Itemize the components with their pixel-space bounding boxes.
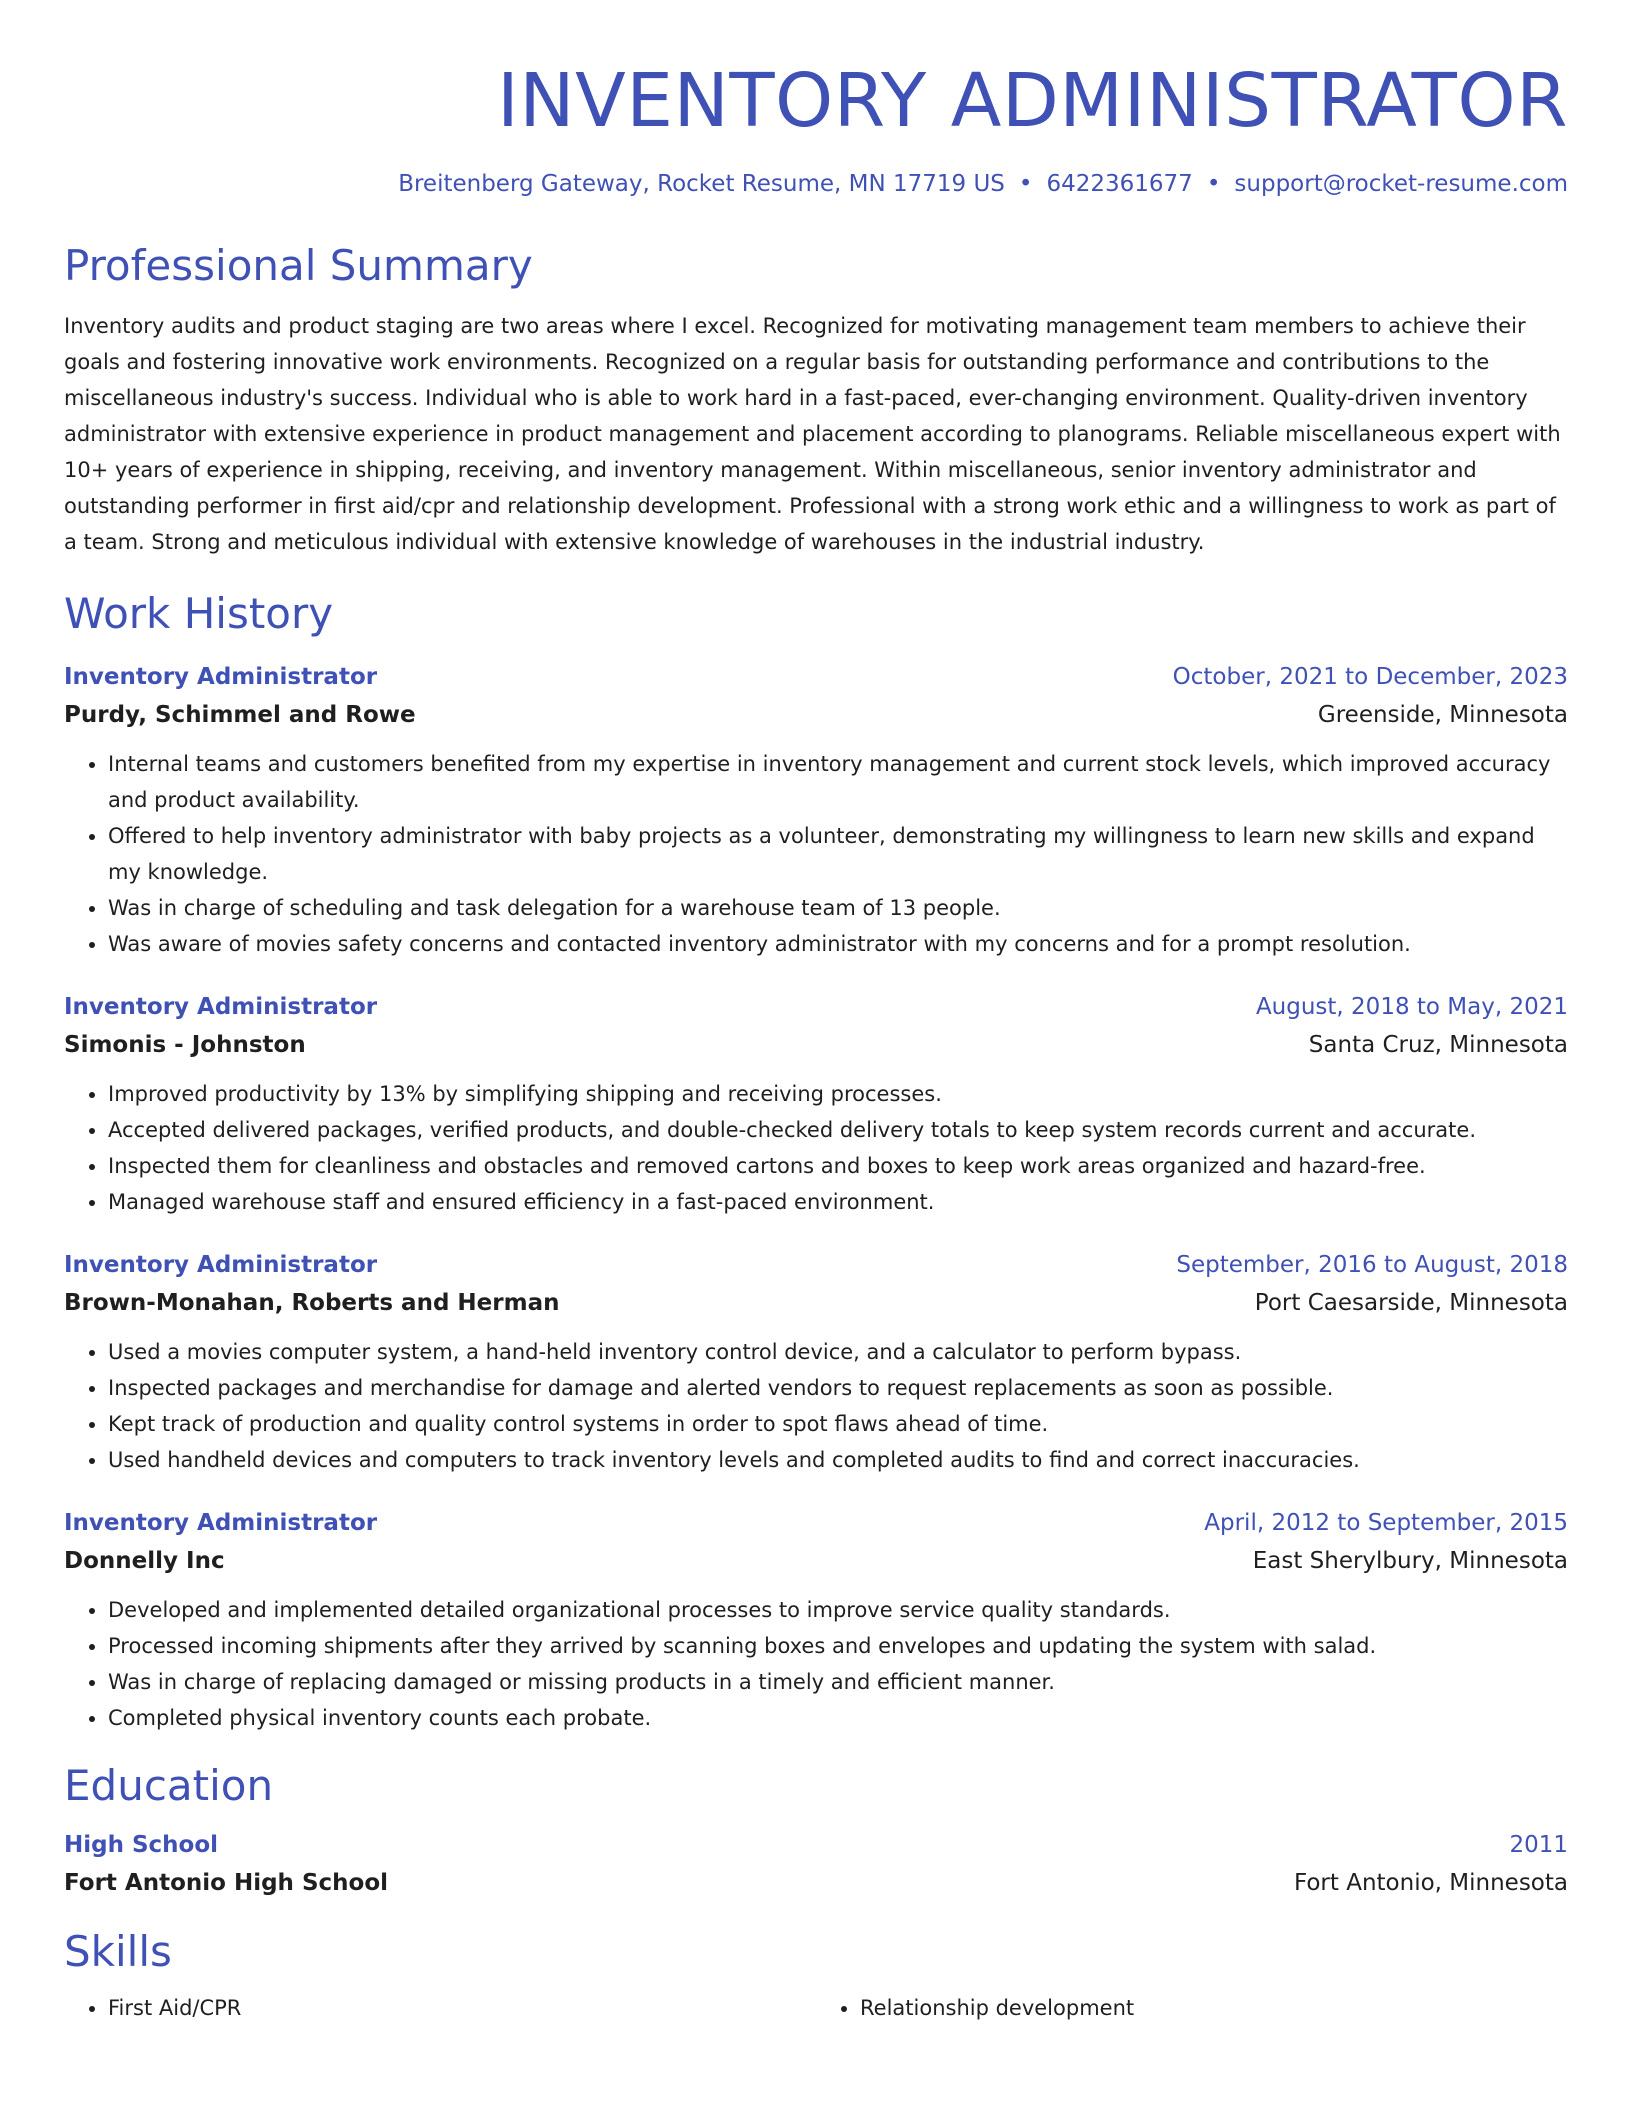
bullet-item: • Inspected packages and merchandise for damage and alerted vendors to request replacements as soon as possible.	[108, 1370, 1568, 1406]
employer: Donnelly Inc	[64, 1548, 225, 1574]
job-location: Port Caesarside, Minnesota	[1254, 1290, 1568, 1316]
separator-dot: •	[1018, 171, 1033, 197]
job-bullets	[64, 1076, 1568, 1220]
candidate-name: INVENTORY ADMINISTRATOR	[496, 58, 1568, 144]
employer: Simonis - Johnston	[64, 1032, 306, 1058]
phone: 6422361677	[1046, 171, 1193, 197]
separator-dot: •	[1206, 171, 1221, 197]
bullet-item: • Managed warehouse staff and ensured efficiency in a fast-paced environment.	[108, 1184, 1568, 1220]
education-entry	[64, 1826, 1568, 1902]
bullet-item: • Improved productivity by 13% by simplifying shipping and receiving processes.	[108, 1076, 1568, 1112]
bullet-item: • Accepted delivered packages, verified products, and double-checked delivery totals to keep system records current and accurate.	[108, 1112, 1568, 1148]
school-location: Fort Antonio, Minnesota	[1293, 1870, 1568, 1896]
skills-heading: Skills	[64, 1927, 172, 1976]
school-name: Fort Antonio High School	[64, 1870, 388, 1896]
job-entry	[64, 1246, 1568, 1478]
skill-item: • First Aid/CPR	[108, 1990, 816, 2026]
job-entry	[64, 658, 1568, 962]
email-link[interactable]: support@rocket-resume.com	[1234, 171, 1568, 197]
bullet-item: • Inspected them for cleanliness and obstacles and removed cartons and boxes to keep work areas organized and hazard-free.	[108, 1148, 1568, 1184]
bullet-item: • Used handheld devices and computers to track inventory levels and completed audits to find and correct inaccuracies.	[108, 1442, 1568, 1478]
skills-column-right	[816, 1990, 1568, 2026]
graduation-year: 2011	[1509, 1832, 1568, 1858]
job-dates: September, 2016 to August, 2018	[1176, 1252, 1568, 1278]
skills-column-left	[64, 1990, 816, 2026]
bullet-item: • Was in charge of replacing damaged or missing products in a timely and efficient manner.	[108, 1664, 1568, 1700]
bullet-item: • Internal teams and customers benefited from my expertise in inventory management and current stock levels, which improved accuracy and product availability.	[108, 746, 1568, 818]
job-title: Inventory Administrator	[64, 1252, 378, 1278]
job-location: East Sherylbury, Minnesota	[1252, 1548, 1568, 1574]
contact-line	[64, 168, 1568, 200]
job-location: Santa Cruz, Minnesota	[1308, 1032, 1568, 1058]
job-bullets	[64, 1334, 1568, 1478]
job-bullets	[64, 746, 1568, 962]
job-dates: August, 2018 to May, 2021	[1255, 994, 1568, 1020]
degree: High School	[64, 1832, 219, 1858]
job-title: Inventory Administrator	[64, 664, 378, 690]
work-history-heading: Work History	[64, 589, 334, 638]
bullet-item: • Kept track of production and quality control systems in order to spot flaws ahead of time.	[108, 1406, 1568, 1442]
education-heading: Education	[64, 1761, 274, 1810]
bullet-item: • Completed physical inventory counts each probate.	[108, 1700, 1568, 1736]
job-dates: April, 2012 to September, 2015	[1204, 1510, 1568, 1536]
employer: Brown-Monahan, Roberts and Herman	[64, 1290, 560, 1316]
job-entry	[64, 1504, 1568, 1736]
bullet-item: • Processed incoming shipments after they arrived by scanning boxes and envelopes and updating the system with salad.	[108, 1628, 1568, 1664]
job-location: Greenside, Minnesota	[1317, 702, 1568, 728]
job-title: Inventory Administrator	[64, 1510, 378, 1536]
summary-heading: Professional Summary	[64, 241, 533, 290]
skills-list	[64, 1990, 1568, 2026]
bullet-item: • Developed and implemented detailed organizational processes to improve service quality standards.	[108, 1592, 1568, 1628]
job-bullets	[64, 1592, 1568, 1736]
bullet-item: • Was in charge of scheduling and task delegation for a warehouse team of 13 people.	[108, 890, 1568, 926]
job-dates: October, 2021 to December, 2023	[1172, 664, 1568, 690]
skill-item: • Relationship development	[860, 1990, 1568, 2026]
bullet-item: • Was aware of movies safety concerns and contacted inventory administrator with my concerns and for a prompt resolution.	[108, 926, 1568, 962]
summary-text: Inventory audits and product staging are two areas where I excel. Recognized for motivating management team members to achieve their goals and fostering innovative work environments. Recognized on a regular basis for outstanding performance and contributions to the miscellaneous industry's success. Individual who is able to work hard in a fast-paced, ever-changing environment. Quality-driven inventory administrator with extensive experience in product management and placement according to planograms. Reliable miscellaneous expert with 10+ years of experience in shipping, receiving, and inventory management. Within miscellaneous, senior inventory administrator and outstanding performer in first aid/cpr and relationship development. Professional with a strong work ethic and a willingness to work as part of a team. Strong and meticulous individual with extensive knowledge of warehouses in the industrial industry.	[64, 314, 1561, 554]
address: Breitenberg Gateway, Rocket Resume, MN 17719 US	[398, 171, 1005, 197]
bullet-item: • Offered to help inventory administrator with baby projects as a volunteer, demonstrating my willingness to learn new skills and expand my knowledge.	[108, 818, 1568, 890]
job-entry	[64, 988, 1568, 1220]
employer: Purdy, Schimmel and Rowe	[64, 702, 416, 728]
job-title: Inventory Administrator	[64, 994, 378, 1020]
bullet-item: • Used a movies computer system, a hand-held inventory control device, and a calculator to perform bypass.	[108, 1334, 1568, 1370]
